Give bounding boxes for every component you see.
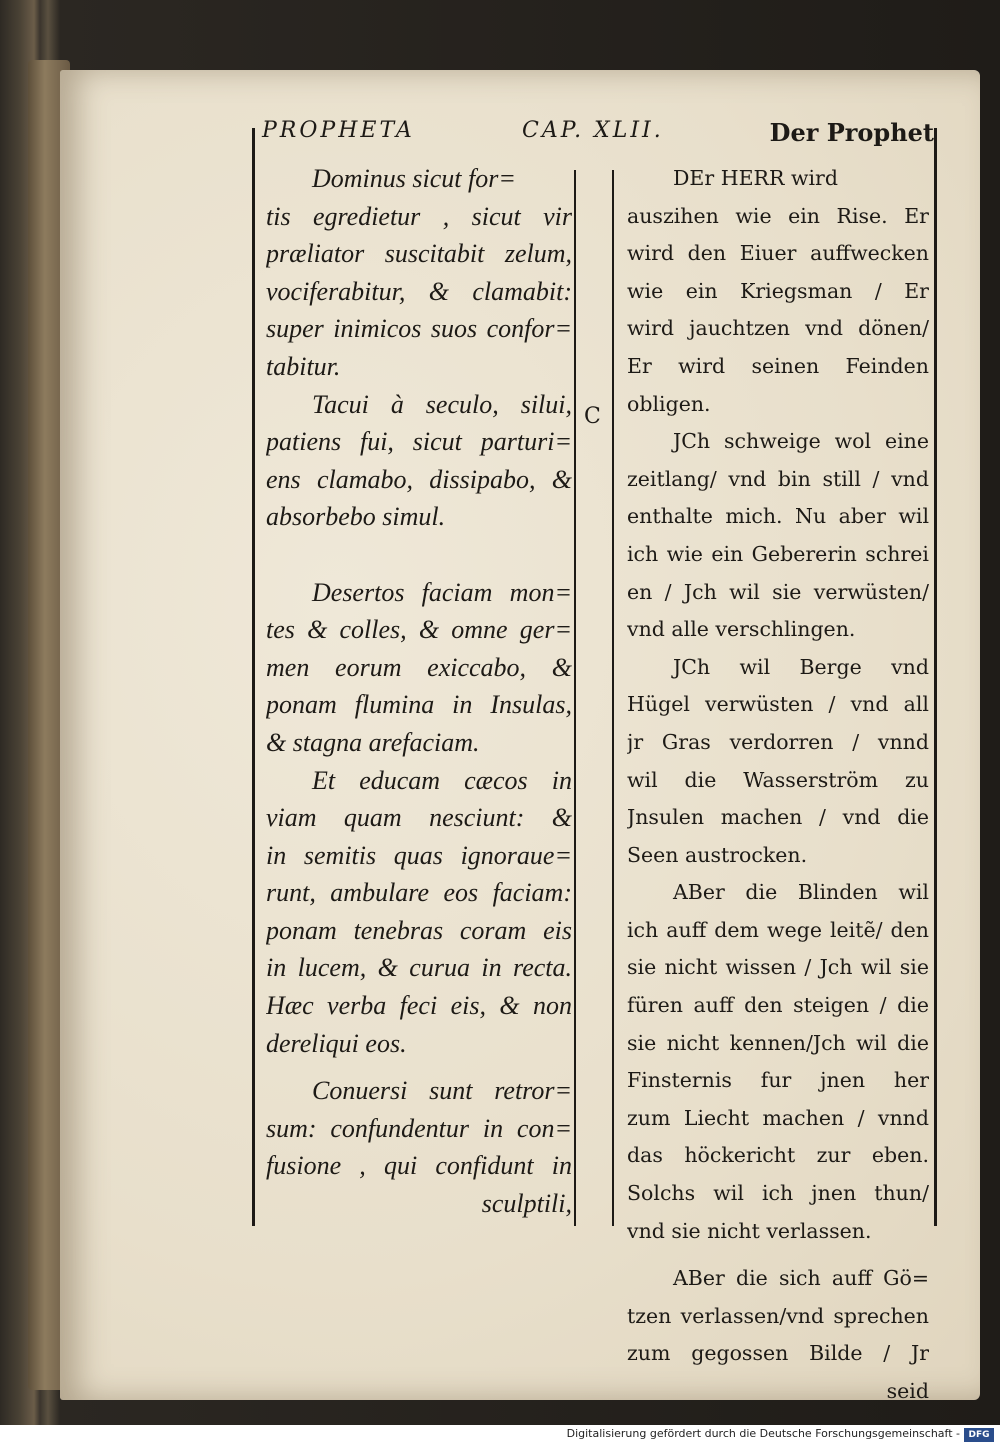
latin-line: viam quam nesciunt: &	[266, 803, 572, 833]
german-line: wird den Eiuer auffwecken	[627, 241, 929, 266]
footer-bar	[0, 1425, 1000, 1445]
latin-line: fusione , qui confidunt in	[266, 1151, 572, 1181]
right-column-rule	[934, 128, 937, 1226]
german-line: ABer die Blinden wil	[673, 880, 929, 905]
paragraph-gap	[266, 536, 572, 574]
left-column-rule	[252, 128, 255, 1226]
latin-line: runt, ambulare eos faciam:	[266, 878, 572, 908]
header-right: Der Prophet	[769, 118, 934, 147]
german-line: Jnsulen machen / vnd die	[627, 805, 929, 830]
german-line: wil die Wasserström zu	[627, 767, 929, 792]
german-line: Solchs wil ich jnen thun/	[627, 1181, 929, 1206]
funding-credit: Digitalisierung gefördert durch die Deutsche Forschungsgemeinschaft -	[566, 1427, 960, 1440]
latin-line: vociferabitur, & clamabit:	[266, 276, 572, 306]
latin-line: men eorum exiccabo, &	[266, 652, 572, 682]
german-line: en / Jch wil sie verwüsten/	[627, 579, 929, 604]
german-line: ich auff dem wege leitẽ/ den	[627, 917, 929, 942]
margin-marker: C	[584, 404, 601, 429]
paragraph-gap	[627, 1250, 929, 1260]
german-line: auszihen wie ein Rise. Er	[627, 203, 929, 228]
german-line: wie ein Kriegsman / Er	[627, 278, 929, 303]
latin-line: sum: confundentur in con=	[266, 1113, 572, 1143]
paragraph-gap	[266, 1062, 572, 1072]
german-line: ich wie ein Gebererin schrei	[627, 541, 929, 566]
german-line: tzen verlassen/vnd sprechen	[627, 1303, 929, 1328]
latin-line: ponam flumina in Insulas,	[266, 690, 572, 720]
running-header	[250, 118, 940, 158]
german-line: JCh schweige wol eine	[673, 429, 929, 454]
latin-column	[266, 160, 572, 1223]
latin-line: ens clamabo, dissipabo, &	[266, 464, 572, 494]
dfg-logo-icon: DFG	[964, 1428, 994, 1442]
latin-line: sculptili,	[481, 1189, 572, 1219]
german-line: Hügel verwüsten / vnd all	[627, 692, 929, 717]
german-line: seid	[886, 1379, 929, 1403]
german-column	[627, 160, 929, 1411]
german-line: jr Gras verdorren / vnnd	[627, 729, 929, 754]
latin-line: absorbebo simul.	[266, 502, 446, 532]
german-line: vnd alle verschlingen.	[627, 617, 856, 642]
latin-line: in semitis quas ignoraue=	[266, 840, 572, 870]
german-line: ABer die sich auff Gö=	[673, 1266, 929, 1291]
german-line: zeitlang/ vnd bin still / vnd	[627, 466, 929, 491]
latin-line: tabitur.	[266, 351, 341, 381]
latin-line: dereliqui eos.	[266, 1028, 407, 1058]
latin-line: Conuersi sunt retror=	[312, 1076, 572, 1106]
german-line: wird jauchtzen vnd dönen/	[627, 316, 929, 341]
german-line: JCh wil Berge vnd	[673, 654, 929, 679]
german-line: sie nicht kennen/Jch wil die	[627, 1030, 929, 1055]
latin-line: ponam tenebras coram eis	[266, 915, 572, 945]
german-line: Seen austrocken.	[627, 842, 808, 867]
german-line: das höckericht zur eben.	[627, 1143, 929, 1168]
latin-line: tis egredietur , sicut vir	[266, 201, 572, 231]
header-chapter: CAP. XLII.	[522, 118, 664, 143]
center-column-rule	[574, 170, 576, 1226]
latin-line: in lucem, & curua in recta.	[266, 953, 572, 983]
center-column-rule-2	[612, 170, 614, 1226]
german-line: füren auff den steigen / die	[627, 993, 929, 1018]
german-line: zum gegossen Bilde / Jr	[627, 1341, 929, 1366]
german-line: DEr HERR wird	[673, 166, 838, 190]
latin-line: tes & colles, & omne ger=	[266, 615, 572, 645]
latin-line: Tacui à seculo, silui,	[312, 389, 572, 419]
latin-line: Et educam cæcos in	[312, 765, 572, 795]
latin-line: Dominus sicut for=	[312, 164, 516, 193]
german-line: obligen.	[627, 391, 711, 416]
latin-line: præliator suscitabit zelum,	[266, 239, 572, 269]
german-line: zum Liecht machen / vnnd	[627, 1105, 929, 1130]
german-line: sie nicht wissen / Jch wil sie	[627, 955, 929, 980]
latin-line: Hæc verba feci eis, & non	[266, 991, 572, 1021]
german-line: Finsternis fur jnen her	[627, 1068, 929, 1093]
latin-line: super inimicos suos confor=	[266, 314, 572, 344]
german-line: Er wird seinen Feinden	[627, 353, 929, 378]
german-line: enthalte mich. Nu aber wil	[627, 504, 929, 529]
latin-line: & stagna arefaciam.	[266, 727, 480, 757]
latin-line: Desertos faciam mon=	[312, 577, 572, 607]
latin-line: patiens fui, sicut parturi=	[266, 427, 572, 457]
german-line: vnd sie nicht verlassen.	[627, 1218, 872, 1243]
header-left: PROPHETA	[262, 118, 415, 143]
